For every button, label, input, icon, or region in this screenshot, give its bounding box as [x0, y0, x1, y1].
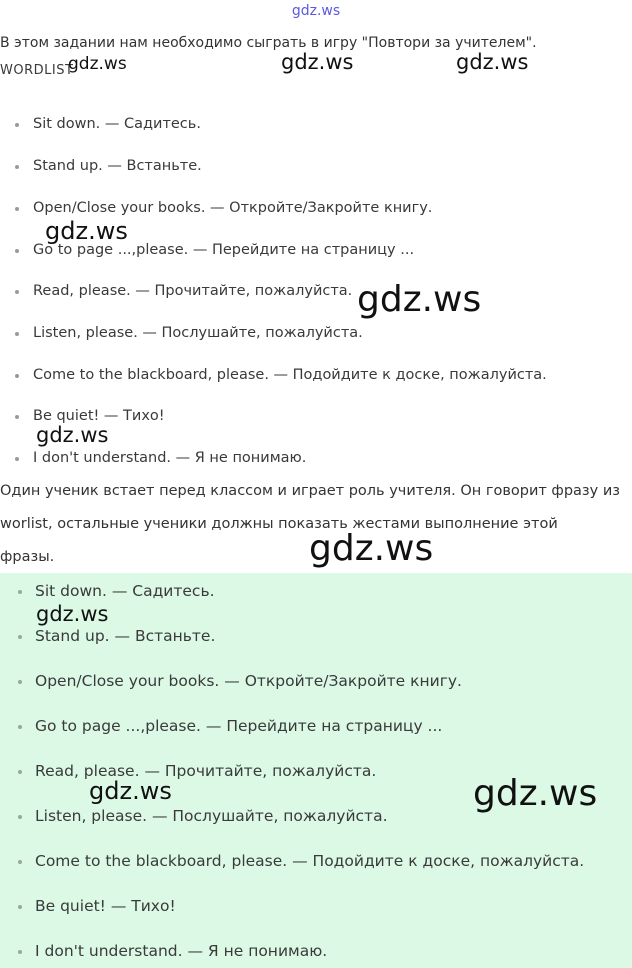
watermark: gdz.ws — [456, 50, 529, 74]
answer-item-text: Be quiet! — Тихо! — [35, 897, 176, 915]
list-item-text: Listen, please. — Послушайте, пожалуйста. — [33, 325, 363, 341]
bullet-icon — [18, 590, 22, 594]
answer-item-text: Sit down. — Садитесь. — [35, 582, 215, 600]
answer-item-text: Open/Close your books. — Откройте/Закройте книгу. — [35, 672, 462, 690]
bullet-icon — [18, 635, 22, 639]
list-item-text: Stand up. — Встаньте. — [33, 158, 202, 174]
bullet-icon — [18, 815, 22, 819]
answer-item-text: Listen, please. — Послушайте, пожалуйста. — [35, 807, 388, 825]
watermark: gdz.ws — [68, 54, 127, 74]
answer-item-text: I don't understand. — Я не понимаю. — [35, 942, 328, 960]
watermark: gdz.ws — [89, 777, 172, 805]
bullet-icon — [15, 290, 19, 294]
watermark: gdz.ws — [281, 50, 354, 74]
bullet-icon — [15, 374, 19, 378]
watermark: gdz.ws — [45, 217, 128, 245]
bullet-icon — [18, 725, 22, 729]
bullet-icon — [18, 950, 22, 954]
paragraph-line: Один ученик встает перед классом и играет роль учителя. Он говорит фразу из — [0, 483, 620, 499]
list-item-text: Read, please. — Прочитайте, пожалуйста. — [33, 283, 353, 299]
bullet-icon — [18, 905, 22, 909]
watermark: gdz.ws — [309, 528, 434, 569]
list-item-text: Be quiet! — Тихо! — [33, 408, 165, 424]
intro-text: В этом задании нам необходимо сыграть в игру "Повтори за учителем". — [0, 35, 537, 51]
bullet-icon — [15, 207, 19, 211]
wordlist-label: WORDLIST — [0, 63, 74, 78]
watermark: gdz.ws — [473, 773, 598, 814]
watermark: gdz.ws — [36, 602, 109, 626]
bullet-icon — [15, 415, 19, 419]
bullet-icon — [15, 123, 19, 127]
bullet-icon — [15, 457, 19, 461]
watermark: gdz.ws — [357, 279, 482, 320]
site-header-link[interactable]: gdz.ws — [291, 3, 341, 19]
bullet-icon — [15, 332, 19, 336]
bullet-icon — [15, 165, 19, 169]
bullet-icon — [18, 770, 22, 774]
list-item-text: Go to page ...,please. — Перейдите на страницу ... — [33, 242, 415, 258]
bullet-icon — [15, 249, 19, 253]
list-item-text: Sit down. — Садитесь. — [33, 116, 201, 132]
answer-item-text: Read, please. — Прочитайте, пожалуйста. — [35, 762, 377, 780]
paragraph-line: worlist, остальные ученики должны показать жестами выполнение этой — [0, 516, 558, 532]
answer-item-text: Go to page ...,please. — Перейдите на страницу ... — [35, 717, 443, 735]
answer-item-text: Stand up. — Встаньте. — [35, 627, 216, 645]
list-item-text: Open/Close your books. — Откройте/Закройте книгу. — [33, 200, 433, 216]
bullet-icon — [18, 860, 22, 864]
bullet-icon — [18, 680, 22, 684]
watermark: gdz.ws — [36, 423, 109, 447]
paragraph-line: фразы. — [0, 549, 55, 565]
answer-box — [0, 573, 632, 968]
answer-item-text: Come to the blackboard, please. — Подойдите к доске, пожалуйста. — [35, 852, 585, 870]
list-item-text: I don't understand. — Я не понимаю. — [33, 450, 307, 466]
list-item-text: Come to the blackboard, please. — Подойдите к доске, пожалуйста. — [33, 367, 547, 383]
